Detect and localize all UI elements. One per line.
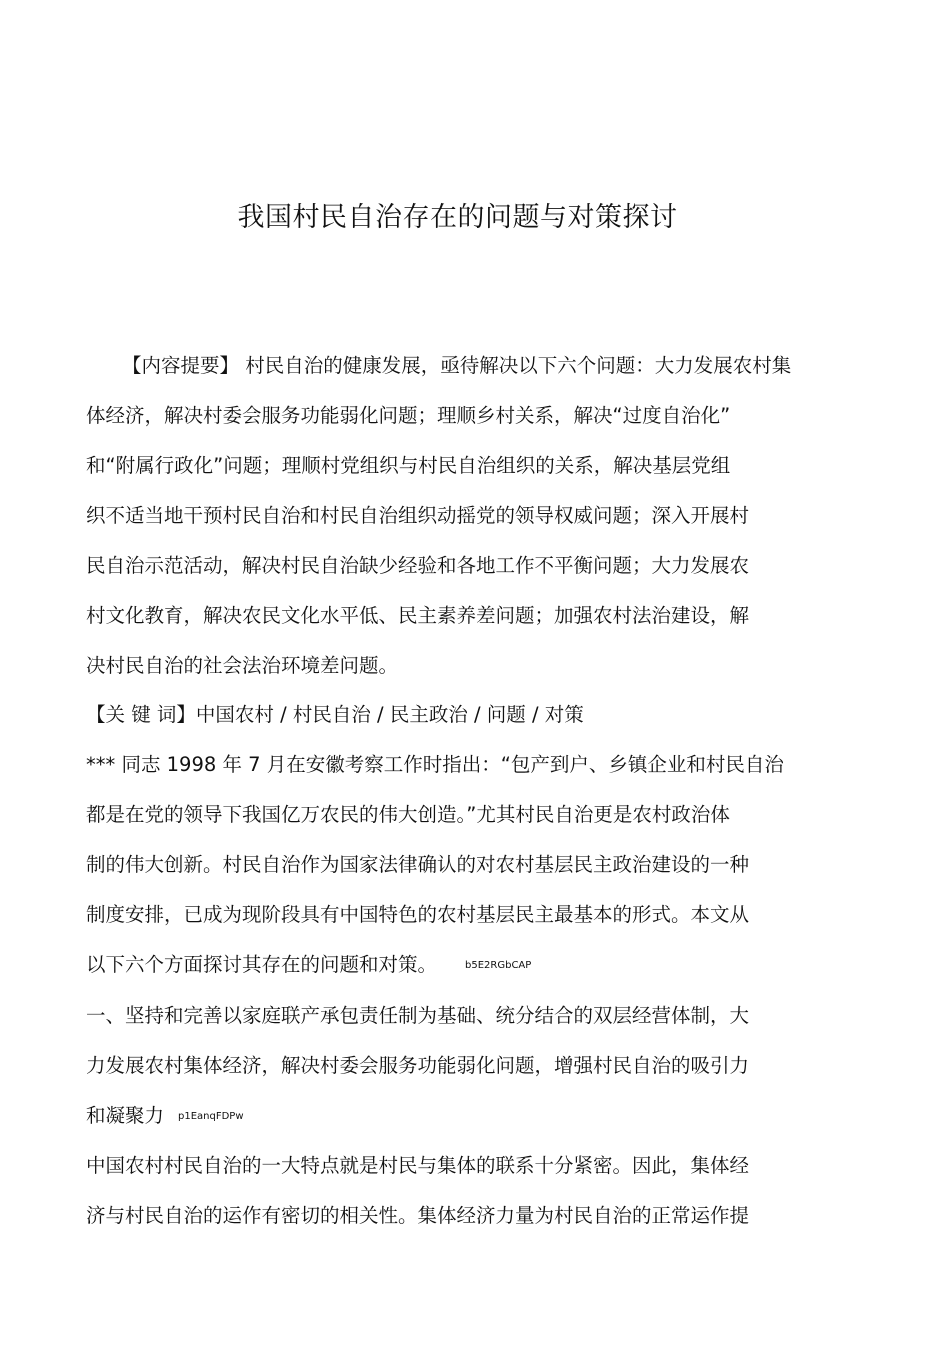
keywords-line: 【关 键 词】中国农村 / 村民自治 / 民主政治 / 问题 / 对策: [86, 703, 584, 726]
abstract-line: 决村民自治的社会法治环境差问题。: [86, 654, 399, 677]
intro-line: *** 同志 1998 年 7 月在安徽考察工作时指出：“包产到户、乡镇企业和村民自治: [86, 753, 784, 776]
section-heading-line: 一、坚持和完善以家庭联产承包责任制为基础、统分结合的双层经营体制，大: [86, 1004, 750, 1027]
intro-line: 都是在党的领导下我国亿万农民的伟大创造。”尤其村民自治更是农村政治体: [86, 803, 730, 826]
body-line: 中国农村村民自治的一大特点就是村民与集体的联系十分紧密。因此，集体经: [86, 1154, 750, 1177]
body-line: 济与村民自治的运作有密切的相关性。集体经济力量为村民自治的正常运作提: [86, 1204, 750, 1227]
abstract-line: 体经济，解决村委会服务功能弱化问题；理顺乡村关系，解决“过度自治化”: [86, 404, 731, 427]
abstract-line: 和“附属行政化”问题；理顺村党组织与村民自治组织的关系，解决基层党组: [86, 454, 731, 477]
intro-text: 以下六个方面探讨其存在的问题和对策。: [86, 953, 438, 976]
intro-line: 制度安排，已成为现阶段具有中国特色的农村基层民主最基本的形式。本文从: [86, 903, 750, 926]
section-heading-line: 力发展农村集体经济，解决村委会服务功能弱化问题，增强村民自治的吸引力: [86, 1054, 750, 1077]
section-heading-text: 和凝聚力: [86, 1104, 165, 1127]
doc-code: b5E2RGbCAP: [465, 960, 532, 971]
document-title: 我国村民自治存在的问题与对策探讨: [237, 202, 678, 233]
abstract-line: 村文化教育，解决农民文化水平低、民主素养差问题；加强农村法治建设，解: [86, 604, 750, 627]
abstract-line: 织不适当地干预村民自治和村民自治组织动摇党的领导权威问题；深入开展村: [86, 504, 750, 527]
intro-line-last: [86, 949, 531, 981]
doc-code: p1EanqFDPw: [178, 1111, 244, 1122]
intro-line: 制的伟大创新。村民自治作为国家法律确认的对农村基层民主政治建设的一种: [86, 853, 750, 876]
abstract-line: 民自治示范活动，解决村民自治缺少经验和各地工作不平衡问题；大力发展农: [86, 554, 750, 577]
abstract-line: 【内容提要】 村民自治的健康发展，亟待解决以下六个问题：大力发展农村集: [122, 354, 792, 377]
section-heading-line-last: [86, 1100, 244, 1132]
